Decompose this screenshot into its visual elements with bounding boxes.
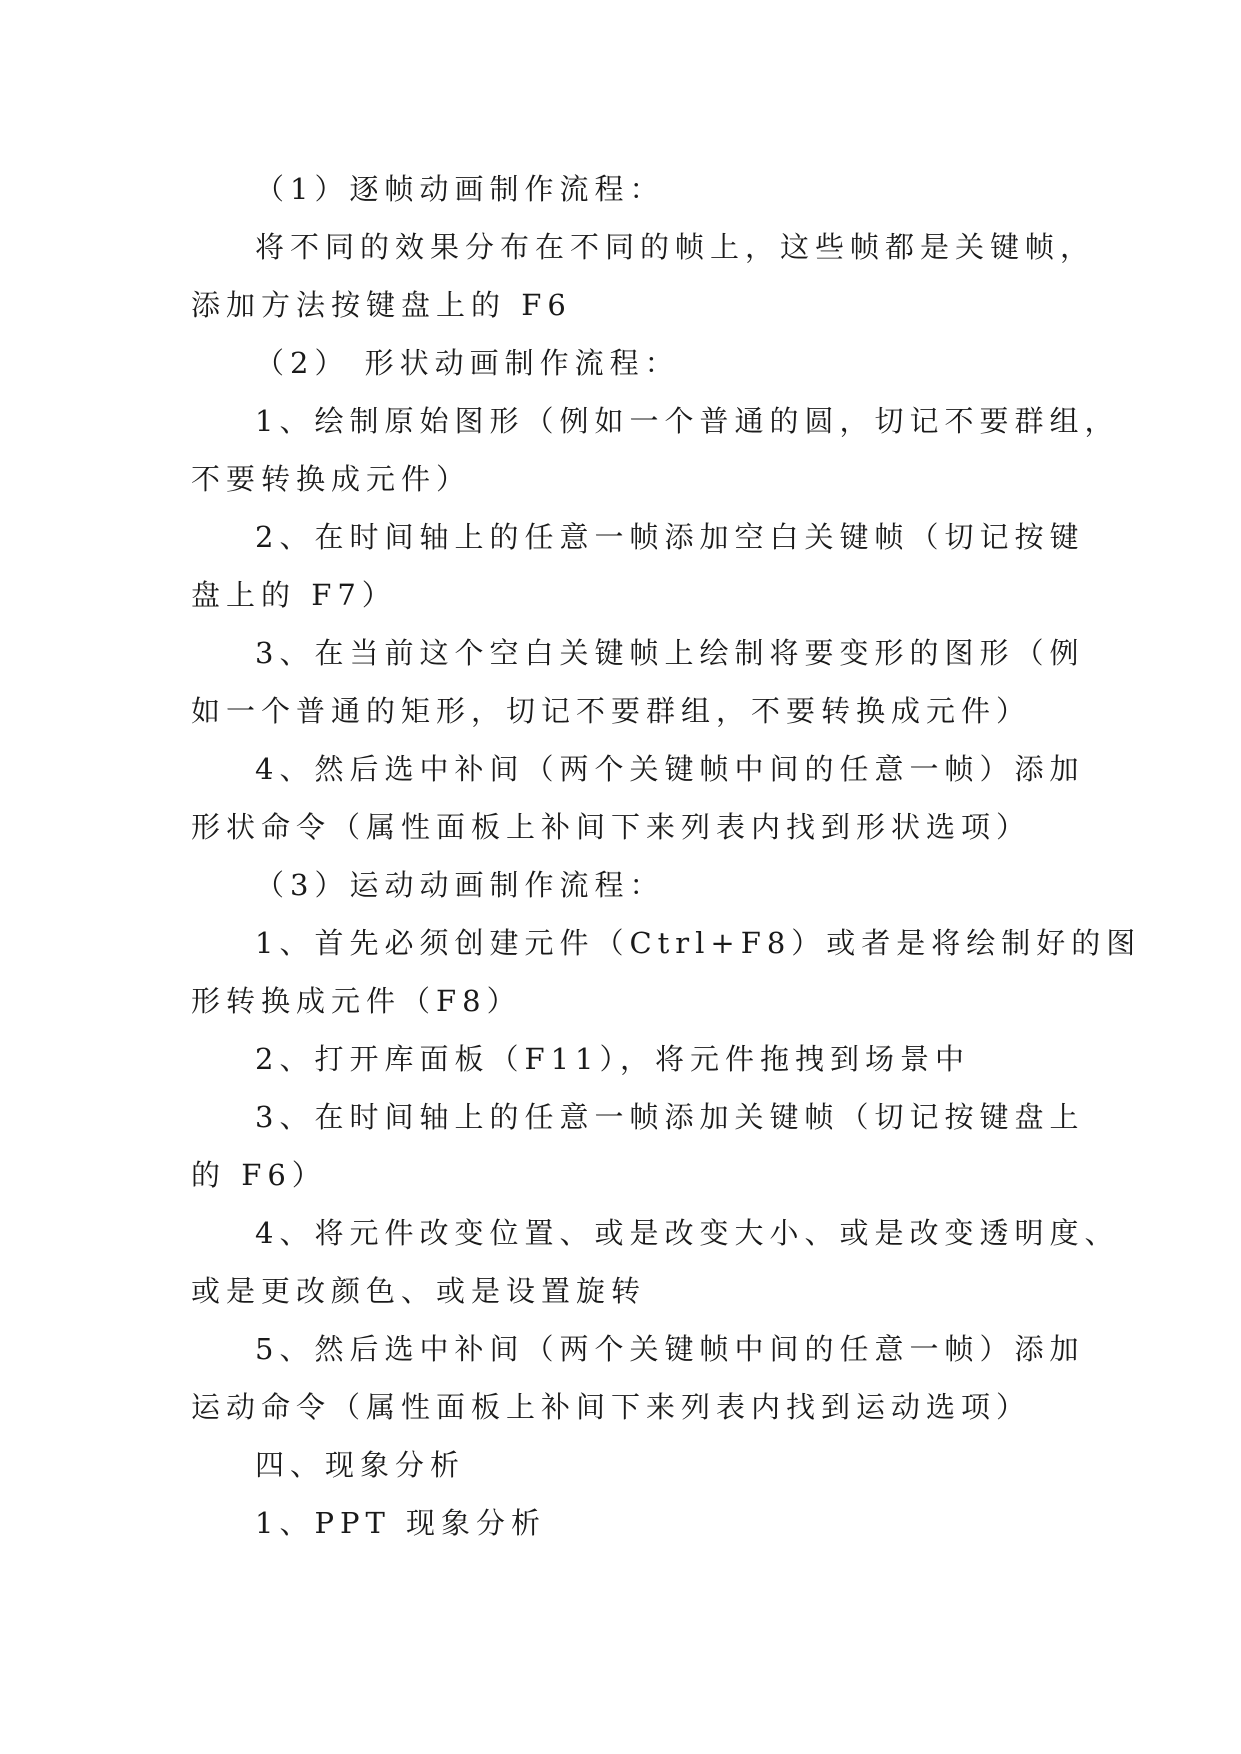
paragraph-line: 2、在时间轴上的任意一帧添加空白关键帧（切记按键 <box>255 520 1085 554</box>
paragraph-line: 1、绘制原始图形（例如一个普通的圆，切记不要群组， <box>255 404 1120 438</box>
paragraph-line: 运动命令（属性面板上补间下来列表内找到运动选项） <box>191 1390 1032 1424</box>
paragraph-line: 或是更改颜色、或是设置旋转 <box>191 1274 647 1308</box>
paragraph-line: 1、首先必须创建元件（Ctrl+F8）或者是将绘制好的图 <box>255 926 1142 960</box>
paragraph-line: 形状命令（属性面板上补间下来列表内找到形状选项） <box>191 810 1032 844</box>
section-heading-motion-animation: （3）运动动画制作流程： <box>255 868 665 902</box>
paragraph-line: 形转换成元件（F8） <box>191 984 522 1018</box>
paragraph-line: 3、在当前这个空白关键帧上绘制将要变形的图形（例 <box>255 636 1085 670</box>
paragraph-line: 的 F6） <box>191 1158 327 1192</box>
paragraph-line: 盘上的 F7） <box>191 578 397 612</box>
section-heading-shape-animation: （2） 形状动画制作流程： <box>255 346 680 380</box>
paragraph-line: 如一个普通的矩形，切记不要群组，不要转换成元件） <box>191 694 1032 728</box>
paragraph-line: 5、然后选中补间（两个关键帧中间的任意一帧）添加 <box>255 1332 1085 1366</box>
section-heading-phenomenon-analysis: 四、现象分析 <box>255 1448 466 1482</box>
paragraph-line: 4、然后选中补间（两个关键帧中间的任意一帧）添加 <box>255 752 1085 786</box>
paragraph-line: 2、打开库面板（F11），将元件拖拽到场景中 <box>255 1042 970 1076</box>
paragraph-line: 添加方法按键盘上的 F6 <box>191 288 572 322</box>
paragraph-line: 3、在时间轴上的任意一帧添加关键帧（切记按键盘上 <box>255 1100 1085 1134</box>
paragraph-line: 4、将元件改变位置、或是改变大小、或是改变透明度、 <box>255 1216 1120 1250</box>
paragraph-line: 不要转换成元件） <box>191 462 472 496</box>
document-body <box>191 160 1142 1552</box>
paragraph-line: 将不同的效果分布在不同的帧上，这些帧都是关键帧， <box>255 230 1096 264</box>
section-heading-frame-animation: （1）逐帧动画制作流程： <box>255 172 665 206</box>
subsection-heading-ppt-analysis: 1、PPT 现象分析 <box>255 1506 547 1540</box>
